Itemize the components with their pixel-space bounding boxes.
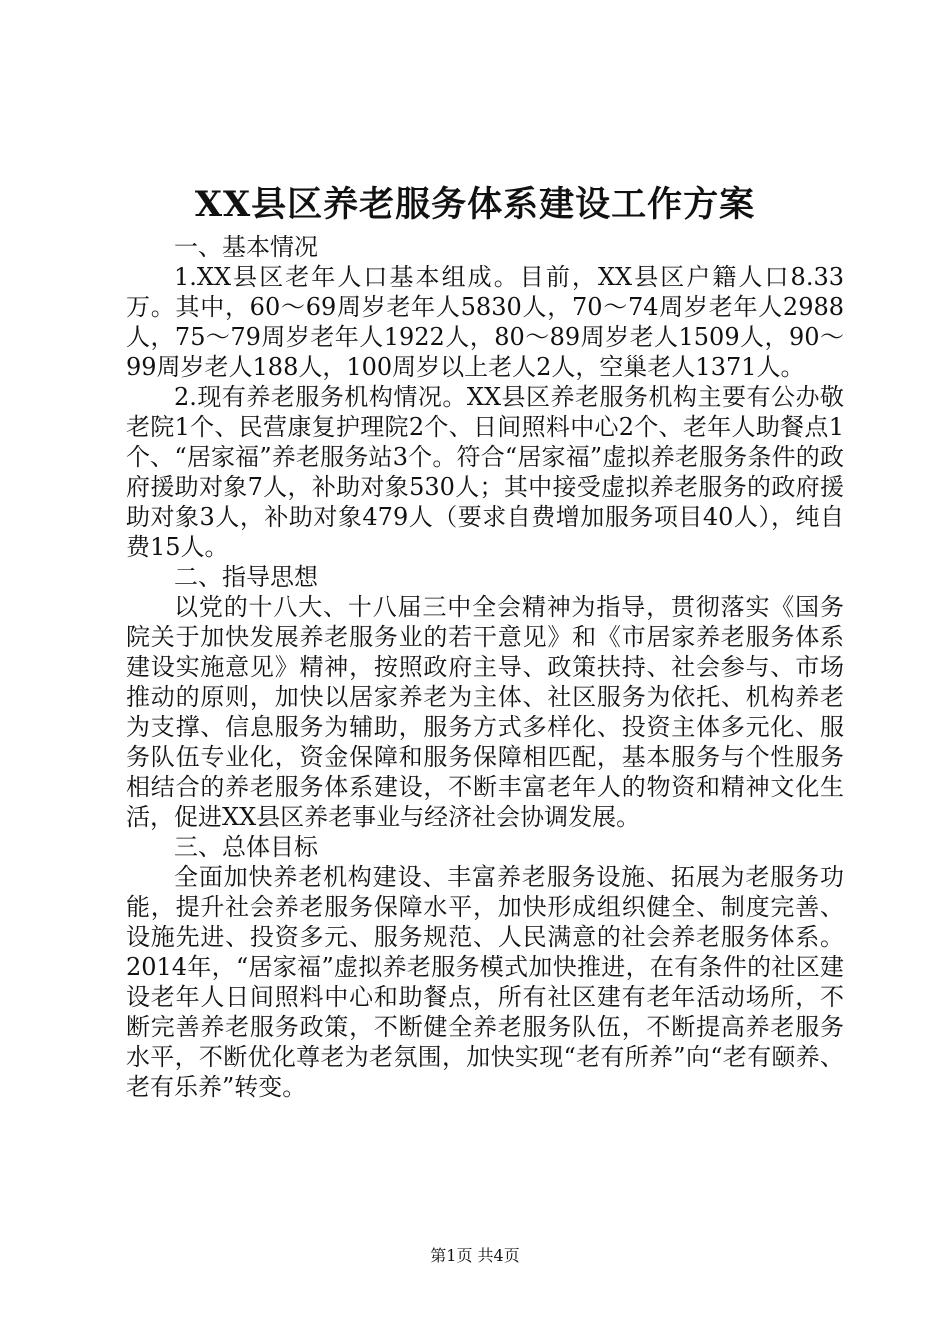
section-heading-basic-situation: 一、基本情况 (174, 233, 318, 261)
paragraph-overall-goal: 全面加快养老机构建设、丰富养老服务设施、拓展为老服务功能，提升社会养老服务保障水平，加快形成组织健全、制度完善、设施先进、投资多元、服务规范、人民满意的社会养老服务体系。2014年，“居家福”虚拟养老服务模式加快推进，在有条件的社区建设老年人日间照料中心和助餐点，所有社区建有老年活动场所，不断完善养老服务政策，不断健全养老服务队伍，不断提高养老服务水平，不断优化尊老为老氛围，加快实现“老有所养”向“老有颐养、老有乐养”转变。 (126, 863, 844, 1101)
section-heading-overall-goal: 三、总体目标 (174, 833, 318, 861)
document-title: XX县区养老服务体系建设工作方案 (194, 184, 756, 225)
paragraph-institutions: 2.现有养老服务机构情况。XX县区养老服务机构主要有公办敬老院1个、民营康复护理院2个、日间照料中心2个、老年人助餐点1个、“居家福”养老服务站3个。符合“居家福”虚拟养老服务条件的政府援助对象7人，补助对象530人；其中接受虚拟养老服务的政府援助对象3人，补助对象479人（要求自费增加服务项目40人），纯自费15人。 (126, 383, 844, 561)
page-number-footer: 第1页 共4页 (430, 1246, 520, 1265)
document-body (126, 232, 844, 1102)
paragraph-guiding-thought: 以党的十八大、十八届三中全会精神为指导，贯彻落实《国务院关于加快发展养老服务业的若干意见》和《市居家养老服务体系建设实施意见》精神，按照政府主导、政策扶持、社会参与、市场推动的原则，加快以居家养老为主体、社区服务为依托、机构养老为支撑、信息服务为辅助，服务方式多样化、投资主体多元化、服务队伍专业化，资金保障和服务保障相匹配，基本服务与个性服务相结合的养老服务体系建设，不断丰富老年人的物资和精神文化生活，促进XX县区养老事业与经济社会协调发展。 (126, 593, 844, 831)
section-heading-guiding-thought: 二、指导思想 (174, 563, 318, 591)
paragraph-population: 1.XX县区老年人口基本组成。目前，XX县区户籍人口8.33万。其中，60～69周岁老年人5830人，70～74周岁老年人2988人，75～79周岁老年人1922人，80～89周岁老人1509人，90～99周岁老人188人，100周岁以上老人2人，空巢老人1371人。 (126, 263, 844, 381)
